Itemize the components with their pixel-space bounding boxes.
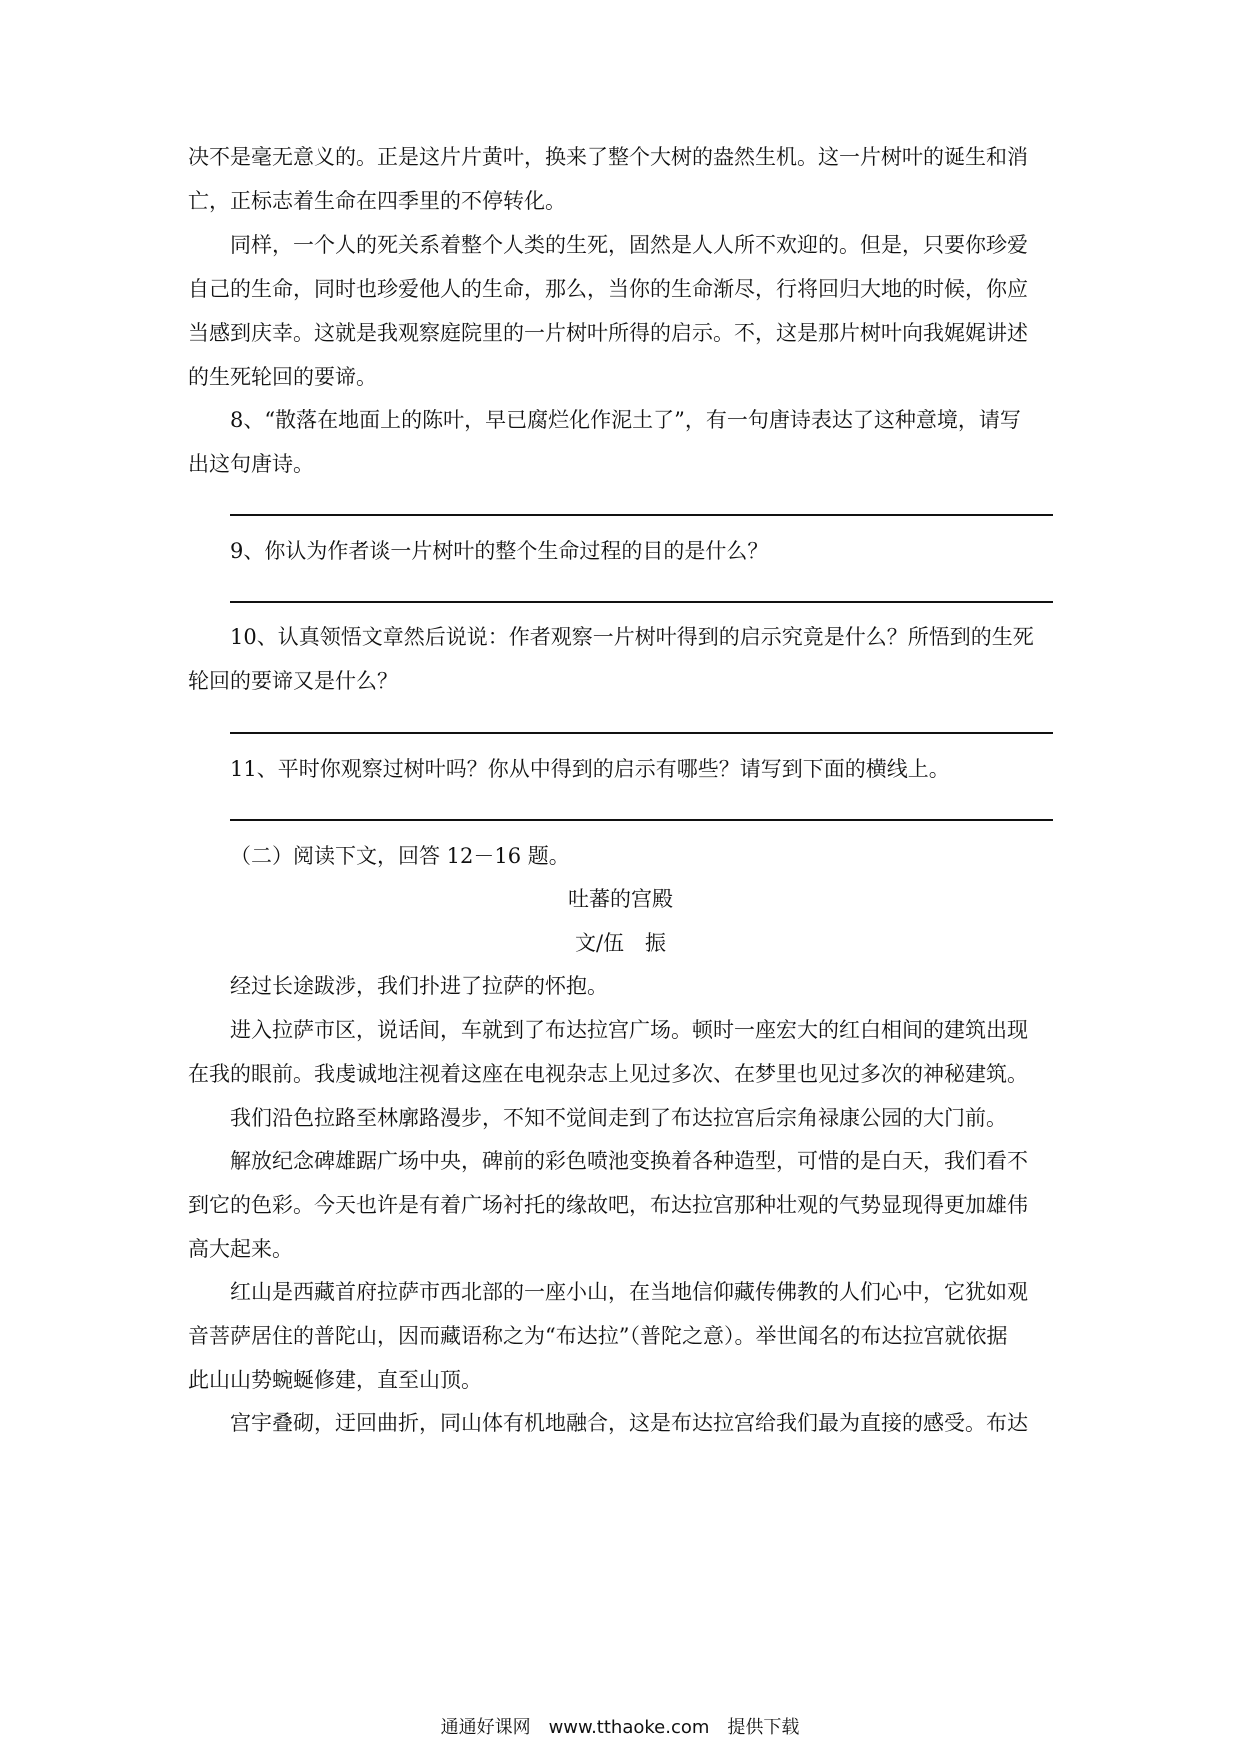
article-author: 文/伍 振 [574, 931, 667, 955]
question-11: 11、平时你观察过树叶吗？你从中得到的启示有哪些？请写到下面的横线上。 [230, 757, 950, 781]
article-line: 经过长途跋涉，我们扑进了拉萨的怀抱。 [230, 974, 608, 998]
article-line: 音菩萨居住的普陀山，因而藏语称之为“布达拉”（普陀之意）。举世闻名的布达拉宫就依据 [188, 1324, 1008, 1348]
article-line: 在我的眼前。我虔诚地注视着这座在电视杂志上见过多次、在梦里也见过多次的神秘建筑。 [188, 1062, 1028, 1086]
article-line: 进入拉萨市区，说话间，车就到了布达拉宫广场。顿时一座宏大的红白相间的建筑出现 [230, 1018, 1028, 1042]
passage-line: 决不是毫无意义的。正是这片片黄叶，换来了整个大树的盎然生机。这一片树叶的诞生和消 [188, 145, 1028, 169]
answer-line-q8[interactable] [230, 514, 1053, 516]
article-line: 解放纪念碑雄踞广场中央，碑前的彩色喷池变换着各种造型，可惜的是白天，我们看不 [230, 1149, 1028, 1173]
article-line: 红山是西藏首府拉萨市西北部的一座小山，在当地信仰藏传佛教的人们心中，它犹如观 [230, 1280, 1028, 1304]
article-line: 此山山势蜿蜒修建，直至山顶。 [188, 1368, 482, 1392]
question-8-continued: 出这句唐诗。 [188, 452, 314, 476]
page-footer: 通通好课网 www.tthaoke.com 提供下载 [440, 1717, 800, 1738]
article-line: 宫宇叠砌，迂回曲折，同山体有机地融合，这是布达拉宫给我们最为直接的感受。布达 [230, 1411, 1028, 1435]
passage-line: 同样，一个人的死关系着整个人类的生死，固然是人人所不欢迎的。但是，只要你珍爱 [230, 233, 1028, 257]
passage-line: 亡，正标志着生命在四季里的不停转化。 [188, 189, 566, 213]
article-line: 高大起来。 [188, 1237, 293, 1261]
article-line: 我们沿色拉路至林廓路漫步，不知不觉间走到了布达拉宫后宗角禄康公园的大门前。 [230, 1106, 1007, 1130]
section-2-intro: （二）阅读下文，回答 12－16 题。 [230, 844, 570, 868]
passage-line: 自己的生命，同时也珍爱他人的生命，那么，当你的生命渐尽，行将回归大地的时候，你应 [188, 277, 1028, 301]
passage-line: 当感到庆幸。这就是我观察庭院里的一片树叶所得的启示。不，这是那片树叶向我娓娓讲述 [188, 321, 1028, 345]
answer-line-q11[interactable] [230, 819, 1053, 821]
question-10: 10、认真领悟文章然后说说：作者观察一片树叶得到的启示究竟是什么？所悟到的生死 [230, 625, 1034, 649]
passage-line: 的生死轮回的要谛。 [188, 365, 377, 389]
answer-line-q9[interactable] [230, 601, 1053, 603]
question-8: 8、“散落在地面上的陈叶，早已腐烂化作泥土了”，有一句唐诗表达了这种意境，请写 [230, 408, 1021, 432]
article-title: 吐蕃的宫殿 [568, 887, 673, 911]
answer-line-q10[interactable] [230, 732, 1053, 734]
question-10-continued: 轮回的要谛又是什么？ [188, 669, 398, 693]
question-9: 9、你认为作者谈一片树叶的整个生命过程的目的是什么？ [230, 539, 769, 563]
article-line: 到它的色彩。今天也许是有着广场衬托的缘故吧，布达拉宫那种壮观的气势显现得更加雄伟 [188, 1193, 1028, 1217]
